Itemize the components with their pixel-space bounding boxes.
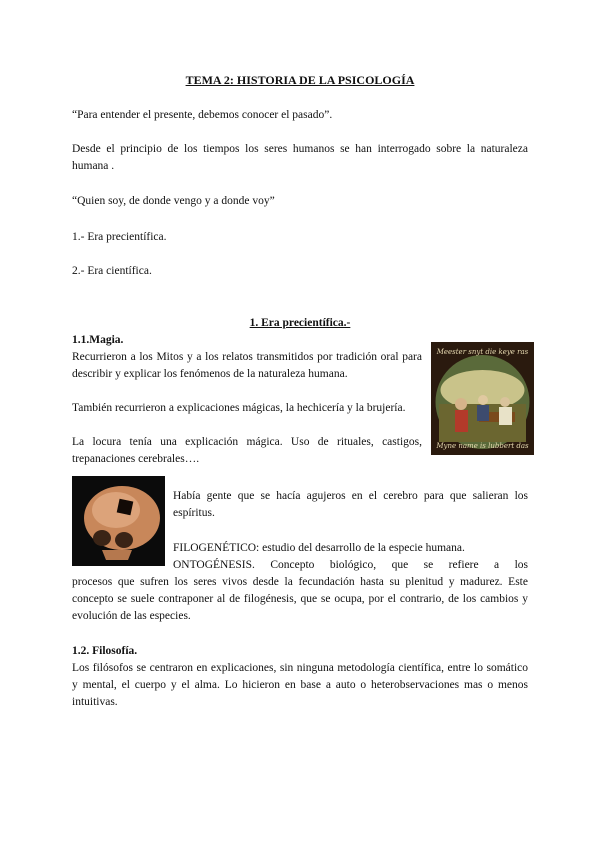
section-heading-text: 1. Era precientífica.- [249, 317, 351, 329]
magia-paragraph-4: Había gente que se hacía agujeros en el cerebro para que salieran los espíritus. [173, 490, 528, 519]
ontogenesis-paragraph: procesos que sufren los seres vivos desde la fecundación hasta su plenitud y madurez. Este concepto se suele contraponer al de filogénesis, que se ocupa, por el contrario, de los cambios y evolución de las especies. [72, 576, 528, 622]
skull-image [72, 476, 165, 566]
intro-quote-2: “Quien soy, de donde vengo y a donde voy” [72, 195, 275, 207]
section-heading [72, 315, 528, 332]
list-item-2: 2.- Era científica. [72, 265, 152, 277]
intro-quote: “Para entender el presente, debemos conocer el pasado”. [72, 109, 333, 121]
subsection-heading-magia: 1.1.Magia. [72, 334, 124, 346]
filosofia-paragraph: Los filósofos se centraron en explicaciones, sin ninguna metodología científica, entre lo somático y mental, el cuerpo y el alma. Lo hicieron en base a auto o heterobservaciones mas o menos intuitivas. [72, 662, 528, 708]
painting-caption-bottom: Myne name is lubbert das [436, 442, 529, 450]
magia-paragraph-3: La locura tenía una explicación mágica. Uso de rituales, castigos, trepanaciones cerebrales…. [72, 436, 422, 465]
painting-image [431, 342, 534, 455]
ontogenesis-lead: ONTOGÉNESIS. Concepto biológico, que se refiere a los [173, 559, 528, 571]
magia-paragraph-2: También recurrieron a explicaciones mágicas, la hechicería y la brujería. [72, 402, 406, 414]
filogenetico-line: FILOGENÉTICO: estudio del desarrollo de la especie humana. [173, 542, 465, 554]
magia-paragraph-1: Recurrieron a los Mitos y a los relatos transmitidos por tradición oral para describir y explicar los fenómenos de la naturaleza humana. [72, 351, 422, 380]
subsection-heading-filosofia: 1.2. Filosofía. [72, 645, 138, 657]
intro-paragraph: Desde el principio de los tiempos los seres humanos se han interrogado sobre la naturaleza humana . [72, 143, 528, 172]
painting-caption-top: Meester snyt die keye ras [436, 348, 529, 356]
page-title: TEMA 2: HISTORIA DE LA PSICOLOGÍA [185, 73, 415, 87]
list-item-1: 1.- Era precientífica. [72, 231, 167, 243]
